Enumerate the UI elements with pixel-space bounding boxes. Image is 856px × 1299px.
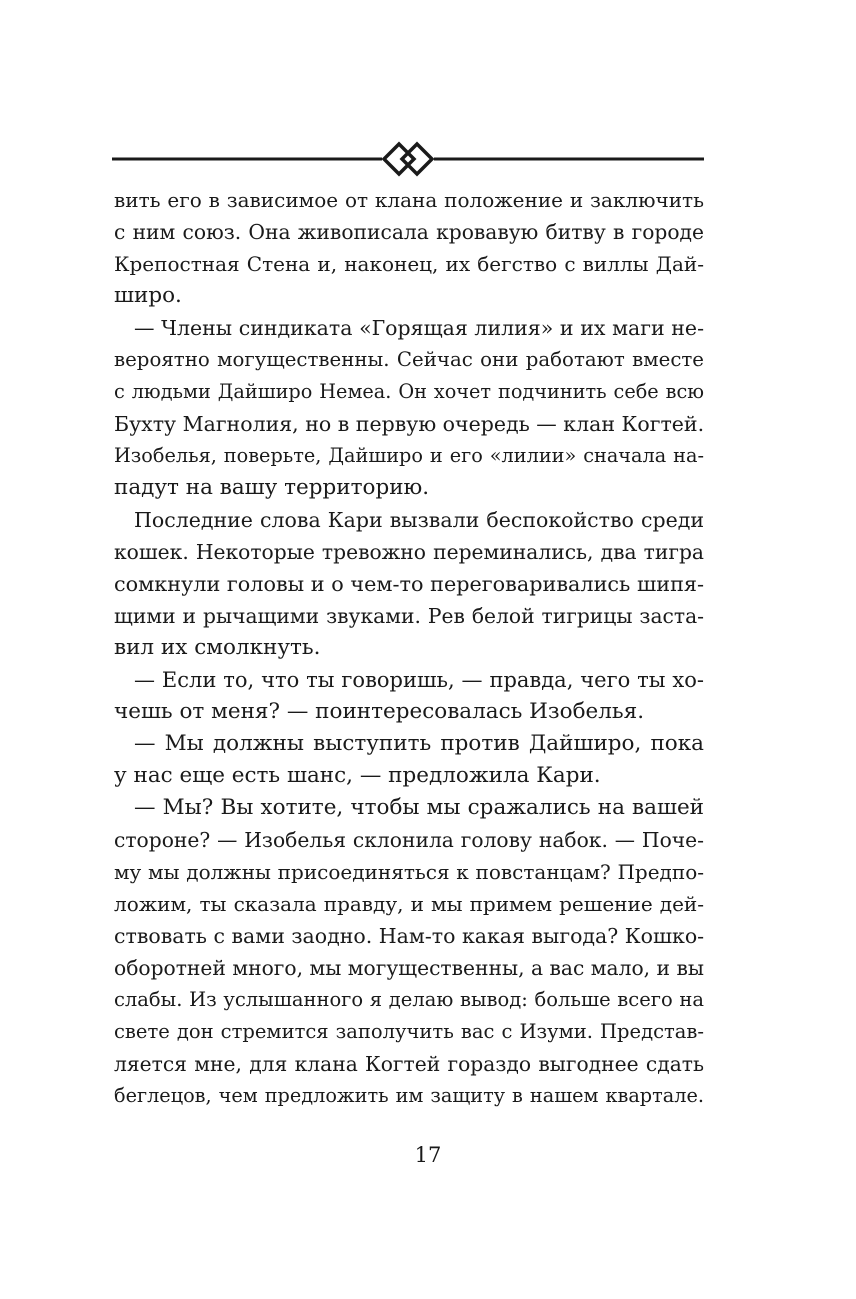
ornament-diamond-right: [402, 144, 432, 174]
text-line: Бухту Магнолия, но в первую очередь — клан Когтей.: [114, 412, 705, 436]
text-line: сомкнули головы и о чем-то переговаривались шипя-: [114, 572, 704, 596]
text-line: стороне? — Изобелья склонила голову набок. — Поче-: [114, 828, 704, 852]
text-line: чешь от меня? — поинтересовалась Изобелья.: [114, 699, 645, 724]
text-line: вероятно могущественны. Сейчас они работают вместе: [114, 348, 704, 371]
text-line: щими и рычащими звуками. Рев белой тигрицы заста-: [114, 604, 704, 628]
text-line: у нас еще есть шанс, — предложила Кари.: [114, 763, 601, 788]
text-line: — Члены синдиката «Горящая лилия» и их маги не-: [134, 316, 704, 340]
text-line: оборотней много, мы могущественны, а вас мало, и вы: [114, 956, 704, 980]
ornament-diamond-left: [384, 144, 414, 174]
double-diamond-icon: [112, 136, 704, 182]
text-line: беглецов, чем предложить им защиту в нашем квартале.: [114, 1084, 704, 1107]
body-text: [114, 184, 704, 1112]
text-line: свете дон стремится заполучить вас с Изуми. Представ-: [114, 1020, 704, 1043]
text-line: широ.: [114, 283, 182, 308]
text-line: Крепостная Стена и, наконец, их бегство с виллы Дай-: [114, 252, 704, 276]
header-ornament: [112, 136, 704, 182]
text-line: вил их смолкнуть.: [114, 635, 321, 660]
text-line: му мы должны присоединяться к повстанцам? Предпо-: [114, 860, 704, 884]
text-line: ляется мне, для клана Когтей гораздо выгоднее сдать: [114, 1052, 704, 1076]
text-line: Последние слова Кари вызвали беспокойство среди: [134, 508, 704, 532]
page-number: 17: [414, 1143, 442, 1167]
text-line: ложим, ты сказала правду, и мы примем решение дей-: [114, 892, 704, 916]
text-line: вить его в зависимое от клана положение и заключить: [114, 188, 704, 212]
text-line: с ним союз. Она живописала кровавую битву в городе: [114, 220, 704, 244]
text-line: с людьми Дайширо Немеа. Он хочет подчинить себе всю: [114, 380, 704, 403]
text-line: ствовать с вами заодно. Нам-то какая выгода? Кошко-: [114, 924, 705, 948]
text-line: — Мы должны выступить против Дайширо, пока: [134, 731, 704, 756]
text-line: слабы. Из услышанного я делаю вывод: больше всего на: [114, 988, 704, 1011]
text-line: кошек. Некоторые тревожно переминались, два тигра: [114, 540, 704, 564]
text-line: — Мы? Вы хотите, чтобы мы сражались на вашей: [134, 795, 704, 820]
text-line: падут на вашу территорию.: [114, 475, 430, 500]
text-line: — Если то, что ты говоришь, — правда, чего ты хо-: [134, 668, 704, 692]
text-line: Изобелья, поверьте, Дайширо и его «лилии» сначала на-: [114, 444, 704, 467]
